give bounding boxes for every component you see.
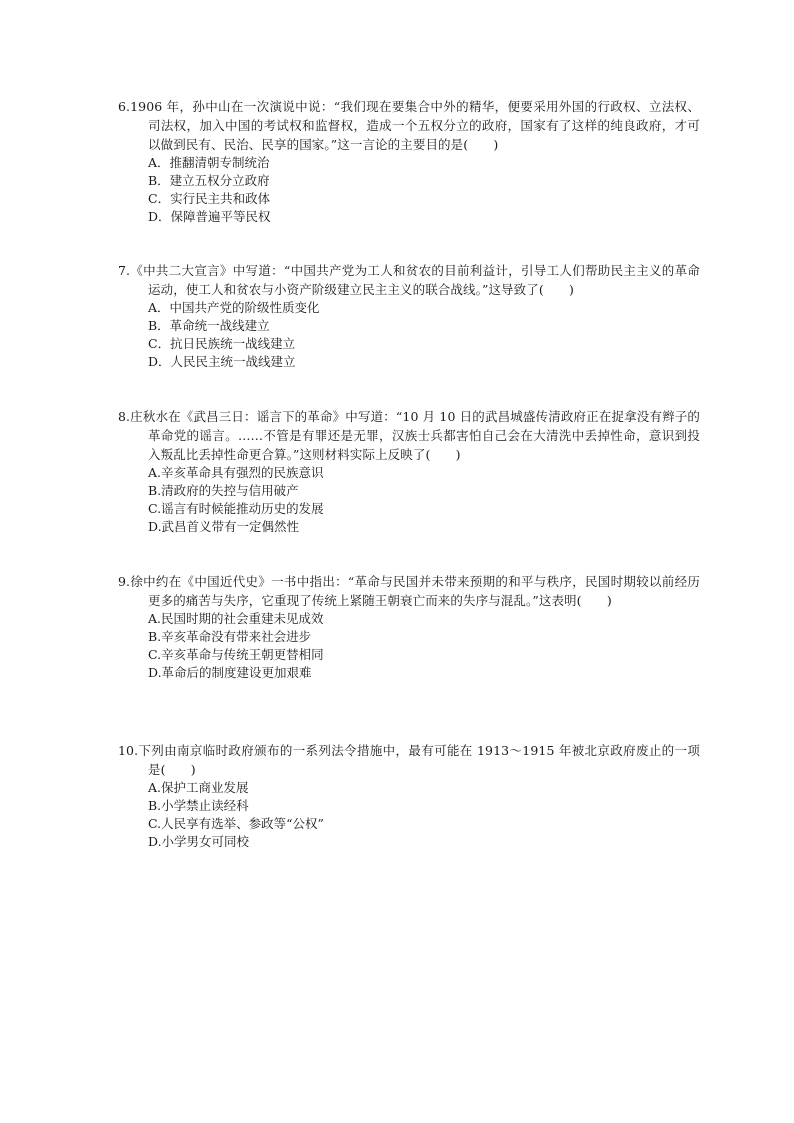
question-stem: 9.徐中约在《中国近代史》一书中指出：“革命与民国并未带来预期的和平与秩序，民国时期较以前经历更多的痛苦与失序，它重现了传统上紧随王朝衰亡而来的失序与混乱。”这表明( ) bbox=[118, 574, 700, 608]
option-list bbox=[118, 610, 700, 682]
option-b: B．革命统一战线建立 bbox=[148, 318, 270, 333]
option-a: A．中国共产党的阶级性质变化 bbox=[148, 300, 320, 315]
option-d: D．保障普遍平等民权 bbox=[148, 209, 271, 224]
option-d: D.小学男女可同校 bbox=[148, 834, 250, 849]
question-8 bbox=[118, 407, 700, 536]
option-list bbox=[118, 154, 700, 226]
question-6 bbox=[118, 97, 700, 226]
option-a: A.辛亥革命具有强烈的民族意识 bbox=[148, 465, 324, 480]
option-list bbox=[118, 779, 700, 851]
option-list bbox=[118, 464, 700, 536]
option-d: D.革命后的制度建设更加艰难 bbox=[148, 665, 312, 680]
option-b: B．建立五权分立政府 bbox=[148, 173, 270, 188]
option-a: A.保护工商业发展 bbox=[148, 780, 249, 795]
question-stem: 7.《中共二大宣言》中写道：“中国共产党为工人和贫农的目前利益计，引导工人们帮助民主主义的革命运动，使工人和贫农与小资产阶级建立民主主义的联合战线。”这导致了( ) bbox=[118, 263, 700, 297]
question-7 bbox=[118, 261, 700, 371]
option-d: D.武昌首义带有一定偶然性 bbox=[148, 519, 300, 534]
option-a: A．推翻清朝专制统治 bbox=[148, 155, 270, 170]
question-9 bbox=[118, 572, 700, 682]
option-c: C．抗日民族统一战线建立 bbox=[148, 336, 296, 351]
question-stem: 6.1906 年，孙中山在一次演说中说：“我们现在要集合中外的精华，便要采用外国的行政权、立法权、司法权，加入中国的考试权和监督权，造成一个五权分立的政府，国家有了这样的纯良政府，才可以做到民有、民治、民享的国家。”这一言论的主要目的是( ) bbox=[118, 99, 700, 152]
option-c: C.辛亥革命与传统王朝更替相同 bbox=[148, 647, 324, 662]
option-c: C.谣言有时候能推动历史的发展 bbox=[148, 501, 324, 516]
question-stem: 10.下列由南京临时政府颁布的一系列法令措施中，最有可能在 1913～1915 年被北京政府废止的一项是( ) bbox=[118, 743, 700, 777]
option-list bbox=[118, 299, 700, 371]
question-10 bbox=[118, 741, 700, 851]
option-a: A.民国时期的社会重建未见成效 bbox=[148, 611, 324, 626]
question-stem: 8.庄秋水在《武昌三日：谣言下的革命》中写道：“10 月 10 日的武昌城盛传清政府正在捉拿没有辫子的革命党的谣言。……不管是有罪还是无罪，汉族士兵都害怕自己会在大清洗中丢掉性命，意识到投入叛乱比丢掉性命更合算。”这则材料实际上反映了( ) bbox=[118, 409, 700, 462]
option-d: D．人民民主统一战线建立 bbox=[148, 354, 296, 369]
option-c: C.人民享有选举、参政等“公权” bbox=[148, 816, 324, 831]
option-b: B.清政府的失控与信用破产 bbox=[148, 483, 299, 498]
option-c: C．实行民主共和政体 bbox=[148, 191, 271, 206]
option-b: B.辛亥革命没有带来社会进步 bbox=[148, 629, 312, 644]
option-b: B.小学禁止读经科 bbox=[148, 798, 249, 813]
